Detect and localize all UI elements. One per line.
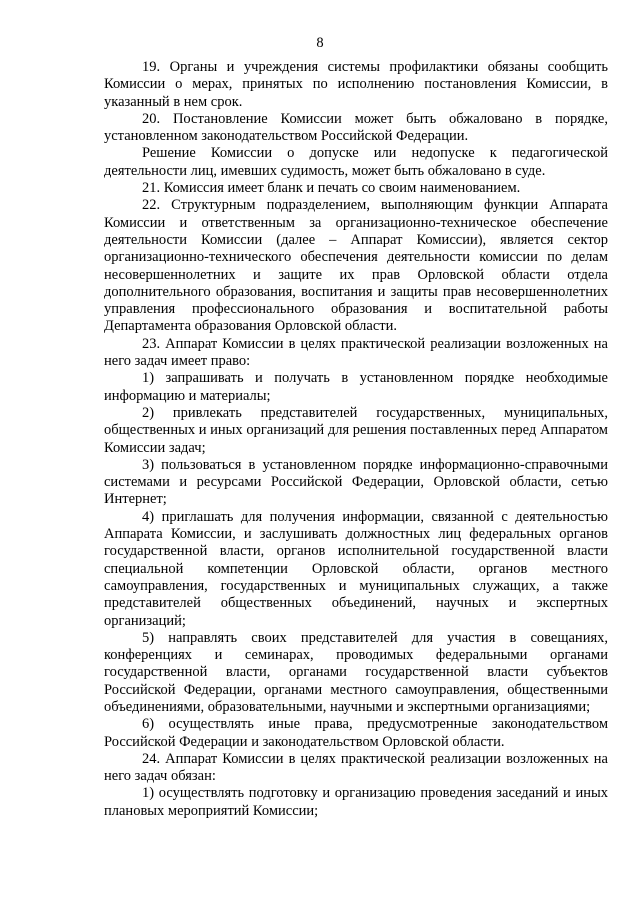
- paragraph-23: 23. Аппарат Комиссии в целях практической реализации возложенных на него задач имеет право:: [104, 335, 608, 370]
- page-number: 8: [316, 35, 324, 51]
- list-item-23-2: 2) привлекать представителей государственных, муниципальных, общественных и иных организаций для решения поставленных перед Аппаратом Комиссии задач;: [104, 404, 608, 456]
- document-body: [104, 59, 608, 820]
- list-item-24-1: 1) осуществлять подготовку и организацию проведения заседаний и иных плановых мероприятий Комиссии;: [104, 785, 608, 819]
- list-item-23-5: 5) направлять своих представителей для участия в совещаниях, конференциях и семинарах, проводимых федеральными органами государственной власти, органами государственной власти субъектов Российской Федерации, органами местного самоуправления, общественными объединениями, образовательными, научными и экспертными организациями;: [104, 629, 608, 715]
- paragraph-22: 22. Структурным подразделением, выполняющим функции Аппарата Комиссии и ответственным за организационно-техническое обеспечение деятельности Комиссии (далее – Аппарат Комиссии), является сектор организационно-технического обеспечения деятельности комиссии по делам несовершеннолетних и защите их прав Орловской области отдела дополнительного образования, воспитания и защиты прав несовершеннолетних управления профессионального образования и воспитательной работы Департамента образования Орловской области.: [104, 197, 608, 335]
- list-item-23-3: 3) пользоваться в установленном порядке информационно-справочными системами и ресурсами Российской Федерации, Орловской области, сетью Интернет;: [104, 456, 608, 508]
- list-item-23-6: 6) осуществлять иные права, предусмотренные законодательством Российской Федерации и законодательством Орловской области.: [104, 716, 608, 750]
- paragraph-19: 19. Органы и учреждения системы профилактики обязаны сообщить Комиссии о мерах, принятых по исполнению постановления Комиссии, в указанный в нем срок.: [104, 59, 608, 110]
- paragraph-24: 24. Аппарат Комиссии в целях практической реализации возложенных на него задач обязан:: [104, 750, 608, 785]
- paragraph-20: 20. Постановление Комиссии может быть обжаловано в порядке, установленном законодательством Российской Федерации.: [104, 110, 608, 145]
- list-item-23-1: 1) запрашивать и получать в установленном порядке необходимые информацию и материалы;: [104, 370, 608, 404]
- paragraph-21: 21. Комиссия имеет бланк и печать со своим наименованием.: [142, 180, 521, 197]
- paragraph-20-appeal: Решение Комиссии о допуске или недопуске к педагогической деятельности лиц, имевших судимость, может быть обжаловано в суде.: [104, 145, 608, 179]
- list-item-23-4: 4) приглашать для получения информации, связанной с деятельностью Аппарата Комиссии, и заслушивать должностных лиц федеральных органов государственной власти, органов исполнительной государственной власти специальной компетенции Орловской области, органов местного самоуправления, государственных и муниципальных служащих, а также представителей общественных объединений, научных и экспертных организаций;: [104, 508, 608, 629]
